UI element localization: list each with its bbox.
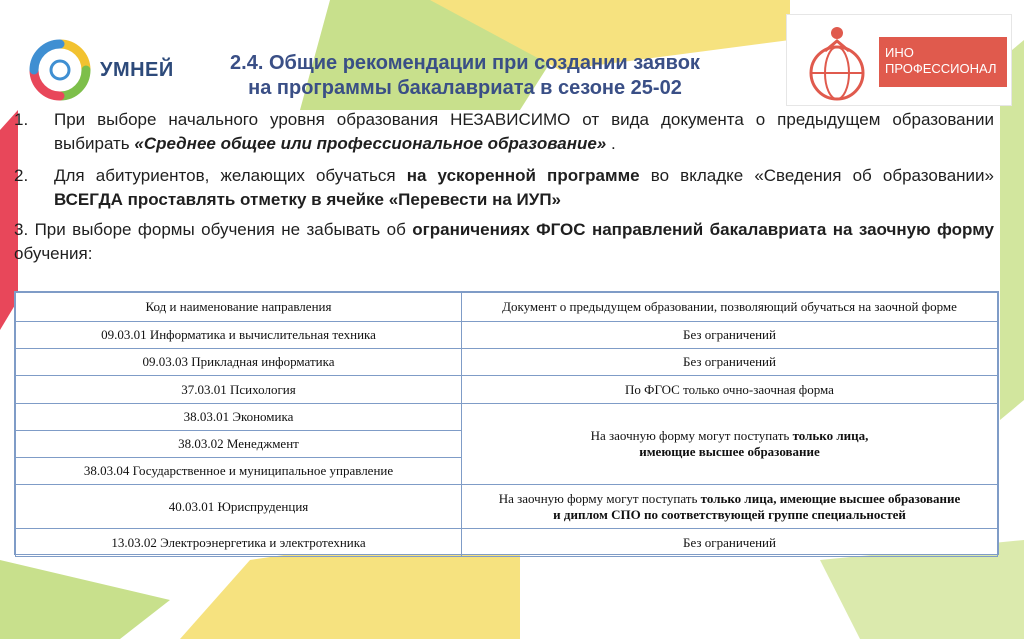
table-row xyxy=(16,349,998,376)
item-text-part: обучения: xyxy=(14,244,93,263)
document-cell xyxy=(462,485,998,529)
table-row xyxy=(16,404,998,431)
direction-cell: 13.03.02 Электроэнергетика и электротехника xyxy=(16,529,462,557)
table-row xyxy=(16,376,998,404)
badge-line-1: ИНО xyxy=(885,45,914,60)
item-text-part: Для абитуриентов, желающих обучаться xyxy=(54,166,407,185)
item-number: 2. xyxy=(14,166,29,185)
table-header-row xyxy=(16,293,998,322)
restrictions-table xyxy=(14,291,999,555)
colorful-ring-icon xyxy=(28,38,92,102)
globe-figure-icon xyxy=(797,21,877,103)
document-cell: По ФГОС только очно-заочная форма xyxy=(462,376,998,404)
item-emphasis: на ускоренной программе xyxy=(406,166,640,185)
document-cell: Без ограничений xyxy=(462,529,998,557)
direction-cell: 37.03.01 Психология xyxy=(16,376,462,404)
badge-line-2: ПРОФЕССИОНАЛ xyxy=(885,61,997,76)
direction-cell: 38.03.01 Экономика xyxy=(16,404,462,431)
direction-cell: 09.03.03 Прикладная информатика xyxy=(16,349,462,376)
recommendation-item-2 xyxy=(14,164,994,212)
document-emphasis: имеющие высшее образование xyxy=(639,444,820,459)
document-text: На заочную форму могут поступать xyxy=(590,428,793,443)
item-emphasis: ограничениях ФГОС направлений бакалавриата на заочную форму xyxy=(412,220,995,239)
item-text-part: 3. При выборе формы обучения не забывать об xyxy=(14,220,413,239)
header-document: Документ о предыдущем образовании, позволяющий обучаться на заочной форме xyxy=(462,293,998,322)
document-emphasis: и диплом СПО по соответствующей группе специальностей xyxy=(553,506,906,522)
recommendation-item-1 xyxy=(14,108,994,156)
item-text-part: во вкладке «Сведения об образовании» xyxy=(639,166,994,185)
item-text-part: При выборе начального уровня образования НЕЗАВИСИМО от вида документа о предыдущем образовании выбирать xyxy=(54,110,994,153)
page-title xyxy=(150,51,780,101)
document-text: На заочную форму могут поступать xyxy=(498,490,701,506)
direction-cell: 40.03.01 Юриспруденция xyxy=(16,485,462,529)
item-text-part: . xyxy=(606,134,616,153)
document-emphasis: только лица, имеющие высшее образование xyxy=(700,490,961,506)
header-direction: Код и наименование направления xyxy=(16,293,462,322)
logo-umnei-text: УМНЕЙ xyxy=(100,58,174,81)
ino-professional-badge xyxy=(879,37,1007,87)
table-row xyxy=(16,322,998,349)
logo-ino-professional xyxy=(786,14,1012,106)
item-emphasis: «Среднее общее или профессиональное образование» xyxy=(134,134,607,153)
direction-cell: 38.03.02 Менеджмент xyxy=(16,431,462,458)
direction-cell: 38.03.04 Государственное и муниципальное управление xyxy=(16,458,462,485)
recommendations-list xyxy=(14,108,994,266)
item-emphasis: ВСЕГДА проставлять отметку в ячейке «Перевести на ИУП» xyxy=(54,190,562,209)
document-cell: Без ограничений xyxy=(462,322,998,349)
item-number: 1. xyxy=(14,110,29,129)
item-text xyxy=(54,164,994,212)
direction-cell: 09.03.01 Информатика и вычислительная техника xyxy=(16,322,462,349)
bg-green-shape-bottom xyxy=(0,560,170,639)
title-line-2: на программы бакалавриата в сезоне 25-02 xyxy=(248,77,682,99)
table-row xyxy=(16,529,998,557)
recommendation-item-3 xyxy=(14,218,994,266)
table-row xyxy=(16,485,998,529)
document-cell: Без ограничений xyxy=(462,349,998,376)
title-line-1: 2.4. Общие рекомендации при создании заявок xyxy=(230,52,700,74)
document-cell-merged xyxy=(462,404,998,485)
item-text xyxy=(54,108,994,156)
document-emphasis: только лица, xyxy=(792,428,869,443)
